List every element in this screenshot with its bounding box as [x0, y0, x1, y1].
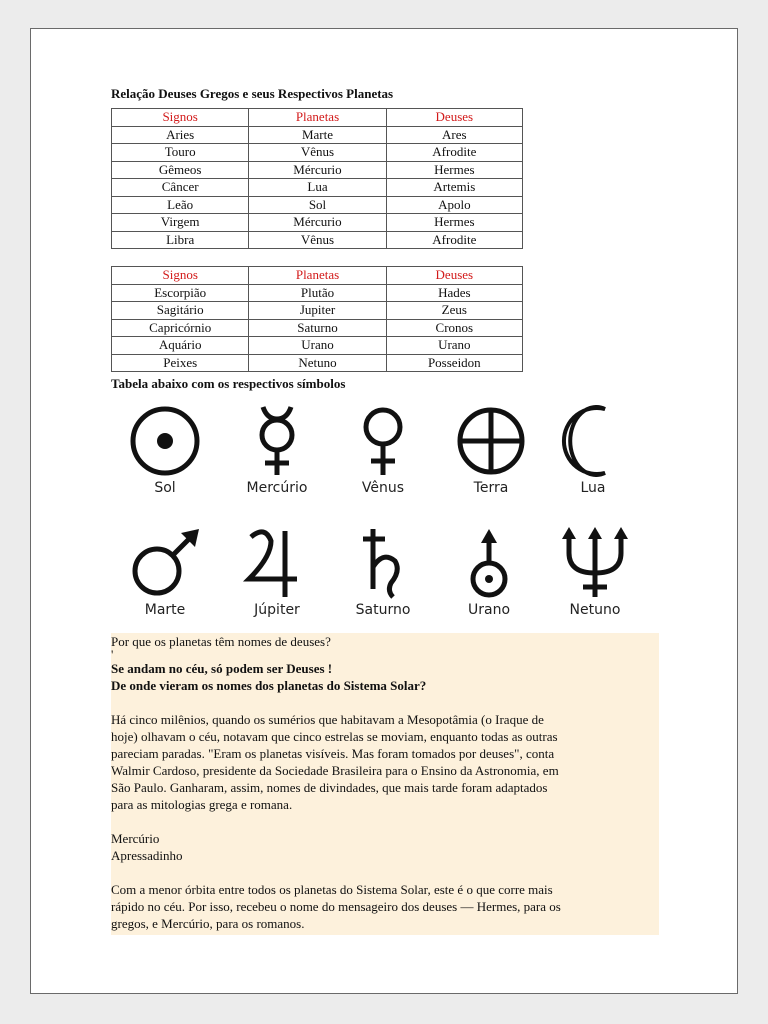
- table-cell: Virgem: [112, 214, 249, 232]
- table-cell: Gêmeos: [112, 161, 249, 179]
- table-cell: Apolo: [386, 196, 522, 214]
- jupiter-symbol-icon: [237, 527, 317, 599]
- symbol-label: Sol: [154, 480, 176, 496]
- document-page: [30, 28, 738, 994]
- table-cell: Câncer: [112, 179, 249, 197]
- symbol-label: Lua: [580, 480, 606, 496]
- table-row: [112, 284, 523, 302]
- neptune-symbol-icon: [555, 527, 635, 599]
- table-cell: Marte: [249, 126, 386, 144]
- table-cell: Hermes: [386, 161, 522, 179]
- moon-symbol-icon: [553, 405, 633, 477]
- header-cell: Signos: [112, 267, 249, 285]
- table-cell: Cronos: [386, 319, 522, 337]
- table-row: [112, 231, 523, 249]
- table-cell: Artemis: [386, 179, 522, 197]
- table-header-row: [112, 109, 523, 127]
- symbol-label: Urano: [467, 602, 511, 618]
- table-row: [112, 319, 523, 337]
- symbol-label: Vênus: [361, 480, 405, 496]
- table-cell: Afrodite: [386, 144, 522, 162]
- uranus-symbol-icon: [449, 527, 529, 599]
- table-cell: Mércurio: [249, 161, 386, 179]
- bold-heading-2: De onde vieram os nomes dos planetas do Sistema Solar?: [111, 678, 427, 693]
- symbol-label: Netuno: [569, 602, 621, 618]
- symbol-label: Mercúrio: [246, 480, 308, 496]
- table-row: [112, 302, 523, 320]
- mars-symbol-icon: [125, 527, 205, 599]
- symbol-lua: [543, 405, 643, 496]
- earth-symbol-icon: [451, 405, 531, 477]
- table-cell: Posseidon: [386, 354, 522, 372]
- header-cell: Signos: [112, 109, 249, 127]
- symbol-terra: [441, 405, 541, 496]
- tick-mark: ': [111, 647, 114, 662]
- signs-table-1: [111, 108, 523, 249]
- paragraph-line: Walmir Cardoso, presidente da Sociedade Brasileira para o Ensino da Astronomia, em: [111, 763, 559, 778]
- table-cell: Plutão: [249, 284, 386, 302]
- planet-symbols-grid: [111, 397, 651, 627]
- paragraph-line: São Paulo. Ganharam, assim, nomes de divindades, que mais tarde foram adaptados: [111, 780, 548, 795]
- table-cell: Netuno: [249, 354, 386, 372]
- table-cell: Touro: [112, 144, 249, 162]
- paragraph-line: pareciam paradas. "Eram os planetas visíveis. Mas foram tomados por deuses", conta: [111, 746, 555, 761]
- symbols-title: Tabela abaixo com os respectivos símbolos: [111, 376, 346, 391]
- paragraph-line: rápido no céu. Por isso, recebeu o nome do mensageiro dos deuses — Hermes, para os: [111, 899, 561, 914]
- paragraph-line: Há cinco milênios, quando os sumérios que habitavam a Mesopotâmia (o Iraque de: [111, 712, 544, 727]
- mercury-symbol-icon: [237, 405, 317, 477]
- table-row: [112, 337, 523, 355]
- table-cell: Jupiter: [249, 302, 386, 320]
- venus-symbol-icon: [343, 405, 423, 477]
- paragraph-line: gregos, e Mercúrio, para os romanos.: [111, 916, 305, 931]
- table-row: [112, 214, 523, 232]
- mercurio-subheading: Apressadinho: [111, 848, 183, 863]
- question-text: Por que os planetas têm nomes de deuses?: [111, 634, 331, 649]
- symbol-label: Saturno: [355, 602, 411, 618]
- table-cell: Capricórnio: [112, 319, 249, 337]
- paragraph-line: Com a menor órbita entre todos os planetas do Sistema Solar, este é o que corre mais: [111, 882, 553, 897]
- table-cell: Urano: [386, 337, 522, 355]
- table-header-row: [112, 267, 523, 285]
- symbol-venus: [333, 405, 433, 496]
- symbol-saturno: [333, 527, 433, 618]
- symbol-label: Marte: [144, 602, 186, 618]
- paragraph-line: para as mitologias grega e romana.: [111, 797, 293, 812]
- table-cell: Aries: [112, 126, 249, 144]
- table-cell: Leão: [112, 196, 249, 214]
- table-cell: Zeus: [386, 302, 522, 320]
- table-cell: Hermes: [386, 214, 522, 232]
- table-row: [112, 126, 523, 144]
- signs-table-2: [111, 266, 523, 372]
- table-row: [112, 161, 523, 179]
- table-cell: Lua: [249, 179, 386, 197]
- symbol-urano: [439, 527, 539, 618]
- header-cell: Deuses: [386, 267, 522, 285]
- symbol-netuno: [545, 527, 645, 618]
- symbol-mercurio: [227, 405, 327, 496]
- table-cell: Vênus: [249, 144, 386, 162]
- table-cell: Libra: [112, 231, 249, 249]
- table-cell: Urano: [249, 337, 386, 355]
- symbol-jupiter: [227, 527, 327, 618]
- table-cell: Afrodite: [386, 231, 522, 249]
- table-cell: Vênus: [249, 231, 386, 249]
- table-cell: Sagitário: [112, 302, 249, 320]
- paragraph-line: hoje) olhavam o céu, notavam que cinco estrelas se moviam, enquanto todas as outras: [111, 729, 558, 744]
- table-cell: Aquário: [112, 337, 249, 355]
- table-cell: Saturno: [249, 319, 386, 337]
- document-title: Relação Deuses Gregos e seus Respectivos Planetas: [111, 86, 394, 101]
- header-cell: Planetas: [249, 267, 386, 285]
- table-cell: Sol: [249, 196, 386, 214]
- symbol-marte: [115, 527, 215, 618]
- symbol-label: Terra: [473, 480, 509, 496]
- bold-heading-1: Se andam no céu, só podem ser Deuses !: [111, 661, 333, 676]
- article-text-box: [111, 633, 659, 935]
- table-row: [112, 354, 523, 372]
- table-row: [112, 179, 523, 197]
- table-cell: Mércurio: [249, 214, 386, 232]
- table-cell: Peixes: [112, 354, 249, 372]
- symbol-label: Júpiter: [254, 602, 300, 618]
- table-cell: Ares: [386, 126, 522, 144]
- symbol-sol: [115, 405, 215, 496]
- table-cell: Hades: [386, 284, 522, 302]
- sun-symbol-icon: [125, 405, 205, 477]
- table-cell: Escorpião: [112, 284, 249, 302]
- header-cell: Deuses: [386, 109, 522, 127]
- mercurio-heading: Mercúrio: [111, 831, 160, 846]
- header-cell: Planetas: [249, 109, 386, 127]
- table-row: [112, 144, 523, 162]
- table-row: [112, 196, 523, 214]
- saturn-symbol-icon: [343, 527, 423, 599]
